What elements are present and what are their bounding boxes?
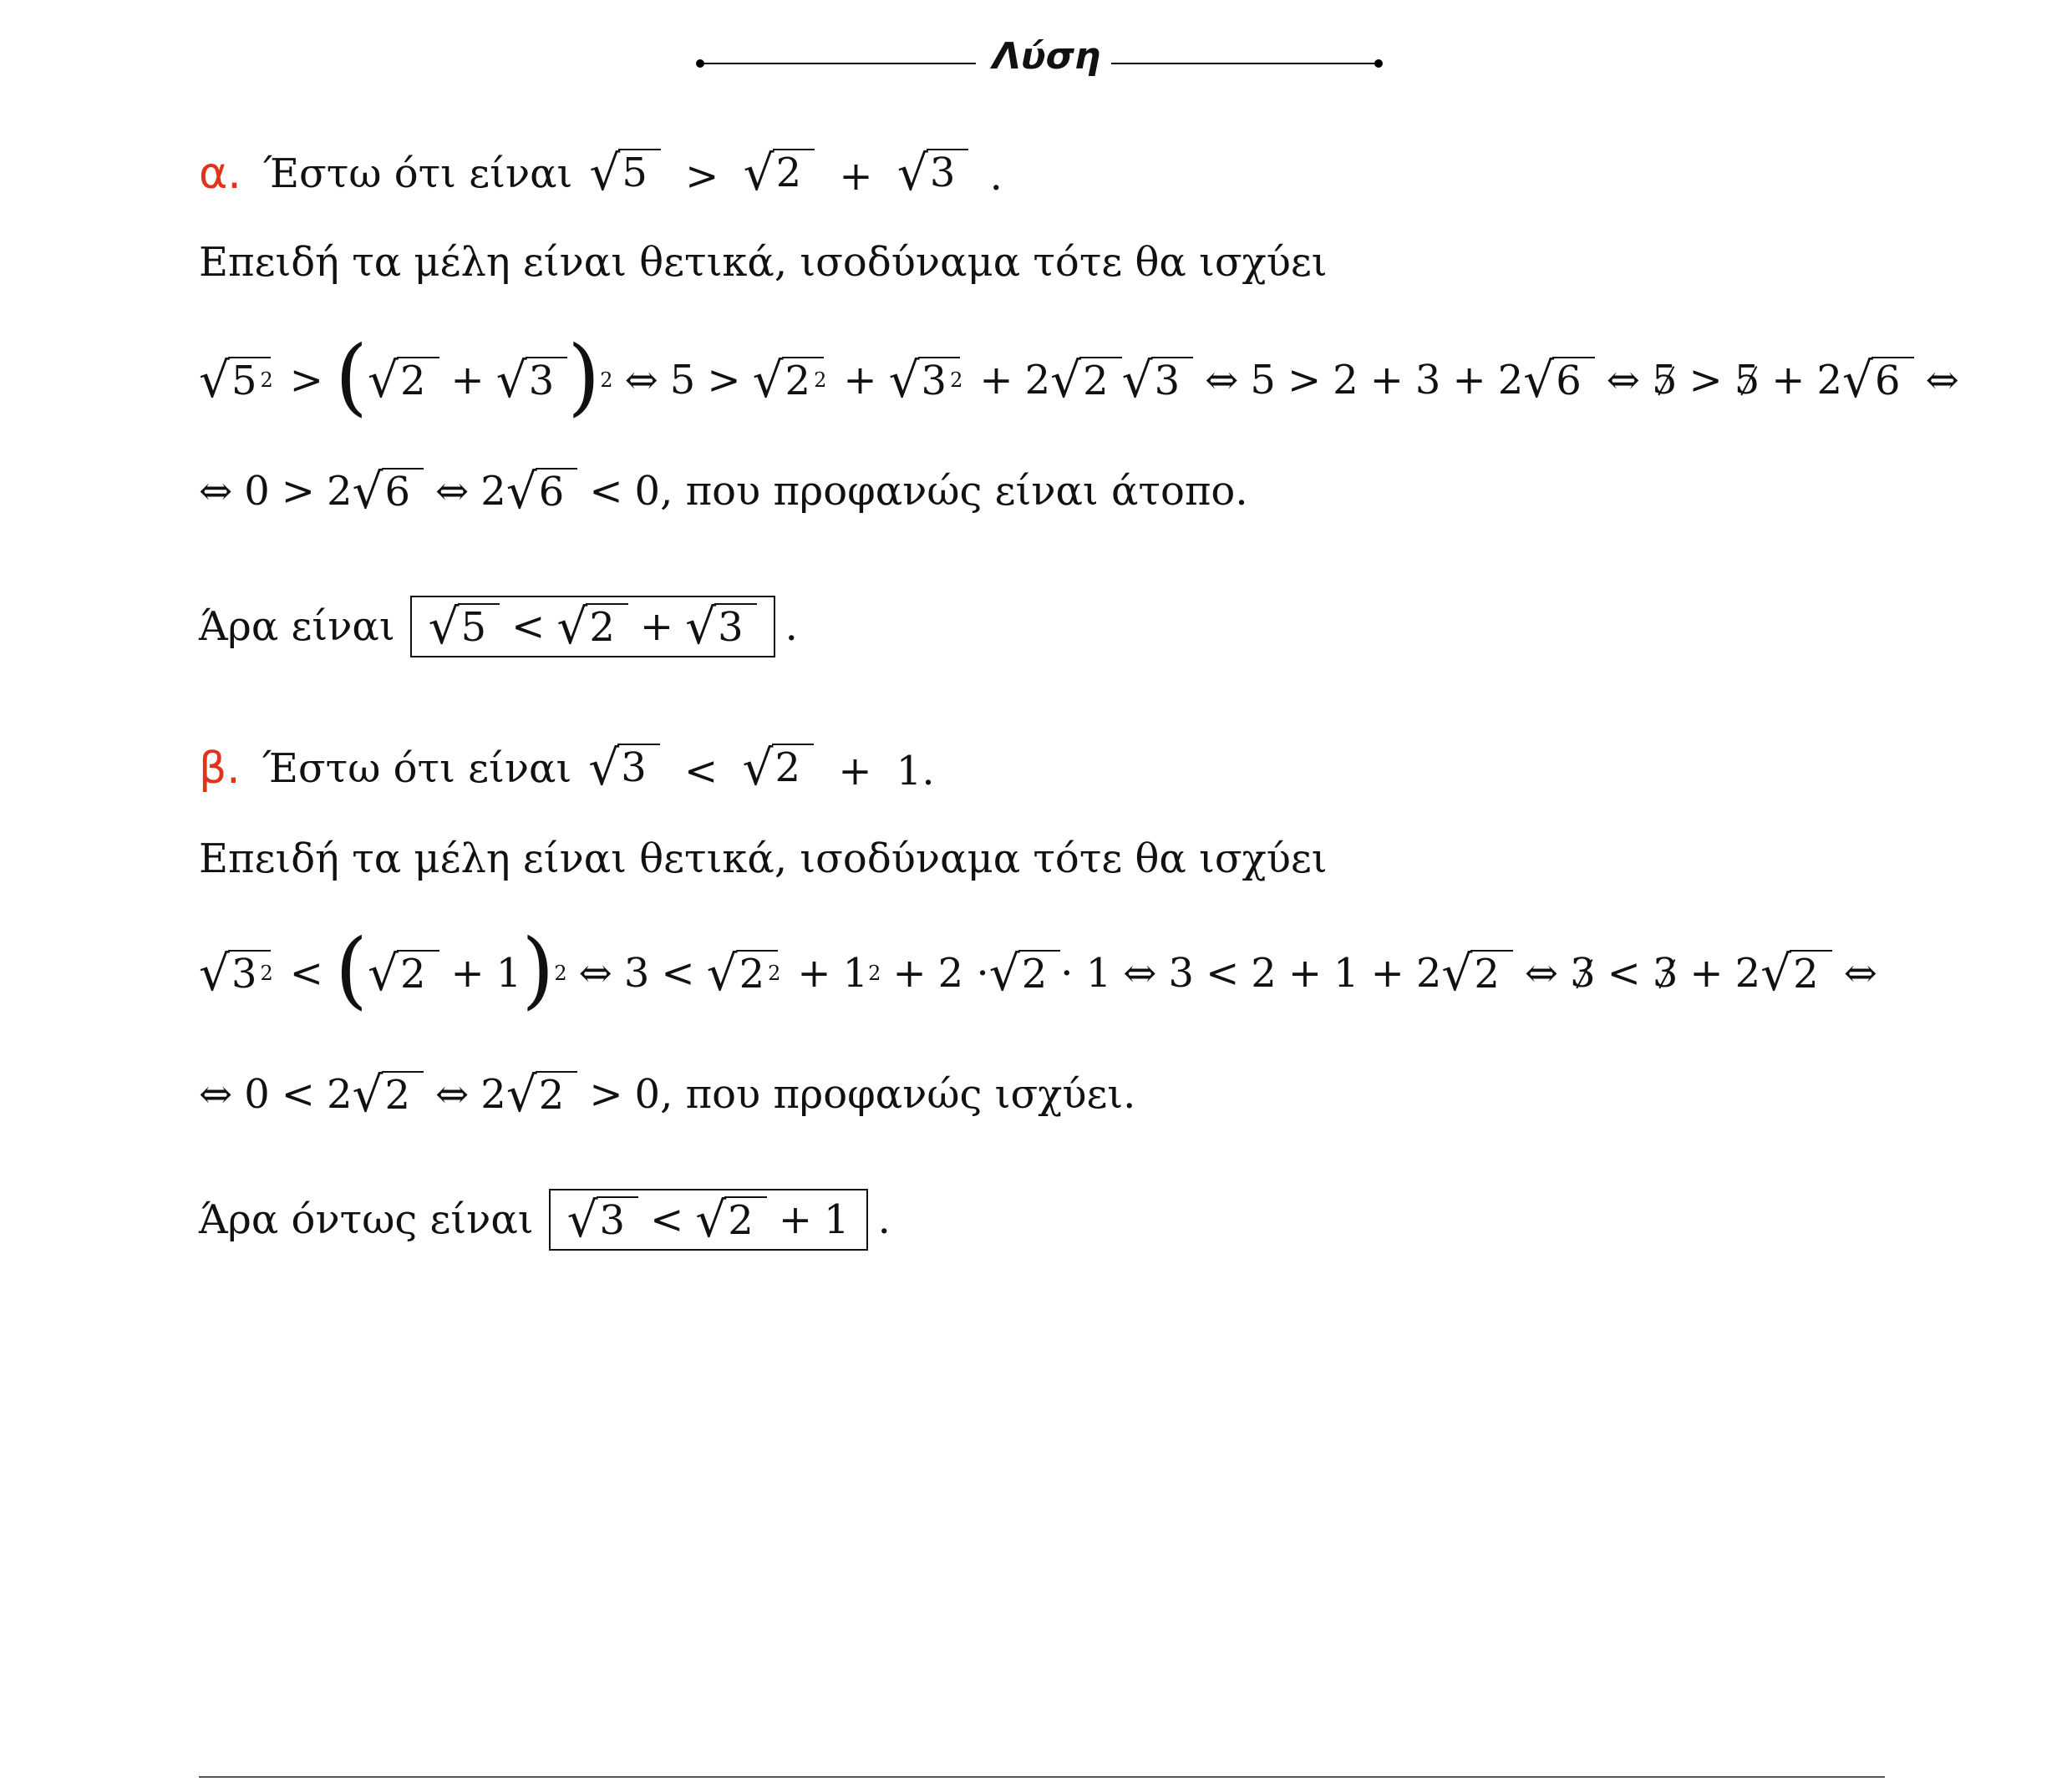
part-a-derivation-line-2: ⇔ 0 > 2 √ 6 ⇔ 2 √ 6 < 0 , που προφανώς είναι άτοπο. xyxy=(199,463,1248,520)
part-a-conclusion-text: Άρα είναι xyxy=(199,603,395,650)
header-right-dot xyxy=(1374,59,1383,68)
footer-rule xyxy=(199,1776,1885,1778)
header-title: Λύση xyxy=(992,35,1101,78)
part-b-derivation-line-1: √ 3 2 < ( √ 2 + 1 ) 2 ⇔ 3 < √ 2 2 + 1 2 + 2 · √ 2 · 1 ⇔ 3 < 2 + 1 + 2 √ 2 ⇔ 3 < 3 + 2 √ 2 ⇔ xyxy=(199,921,1877,1018)
part-a-positive-text: Επειδή τα μέλη είναι θετικά, ισοδύναμα τότε θα ισχύει xyxy=(199,239,1328,286)
part-a-assume-text: Έστω ότι είναι xyxy=(262,150,573,197)
part-b-assumption xyxy=(199,735,935,802)
part-b-positive-text: Επειδή τα μέλη είναι θετικά, ισοδύναμα τότε θα ισχύει xyxy=(199,835,1328,882)
part-b-boxed-result: √ 3 < √ 2 + 1 xyxy=(549,1189,868,1251)
part-a-derivation-line-1: √ 5 2 > ( √ 2 + √ 3 ) 2 ⇔ 5 > √ 2 2 + √ 3 2 + 2 √ 2 √ 3 ⇔ 5 > 2 + 3 + 2 √ 6 ⇔ 5 > 5 + 2 √ 6 ⇔ xyxy=(199,327,1959,425)
part-b-assume-text: Έστω ότι είναι xyxy=(262,745,572,792)
part-b-line2-tail: , που προφανώς ισχύει. xyxy=(660,1071,1136,1118)
part-a-assumption xyxy=(199,140,1003,207)
part-b-conclusion-text: Άρα όντως είναι xyxy=(199,1196,534,1243)
solution-header xyxy=(0,35,2072,85)
part-b-conclusion: Άρα όντως είναι √ 3 < √ 2 + 1 . xyxy=(199,1178,891,1262)
part-b-derivation-line-2: ⇔ 0 < 2 √ 2 ⇔ 2 √ 2 > 0 , που προφανώς ισχύει. xyxy=(199,1066,1136,1123)
part-a-line2-tail: , που προφανώς είναι άτοπο. xyxy=(660,468,1248,515)
header-right-rule xyxy=(1111,63,1379,64)
header-left-rule xyxy=(700,63,976,64)
part-b-label: β. xyxy=(199,744,241,794)
part-b-assumed-inequality: √ 3 < √ 2 + 1. xyxy=(588,739,935,796)
part-a-conclusion: Άρα είναι √ 5 < √ 2 + √ 3 . xyxy=(199,585,798,668)
part-a-boxed-result: √ 5 < √ 2 + √ 3 xyxy=(410,596,775,657)
part-a-assumed-inequality: √ 5 > √ 2 + √ 3 . xyxy=(589,144,1003,201)
part-a-label: α. xyxy=(199,149,241,199)
